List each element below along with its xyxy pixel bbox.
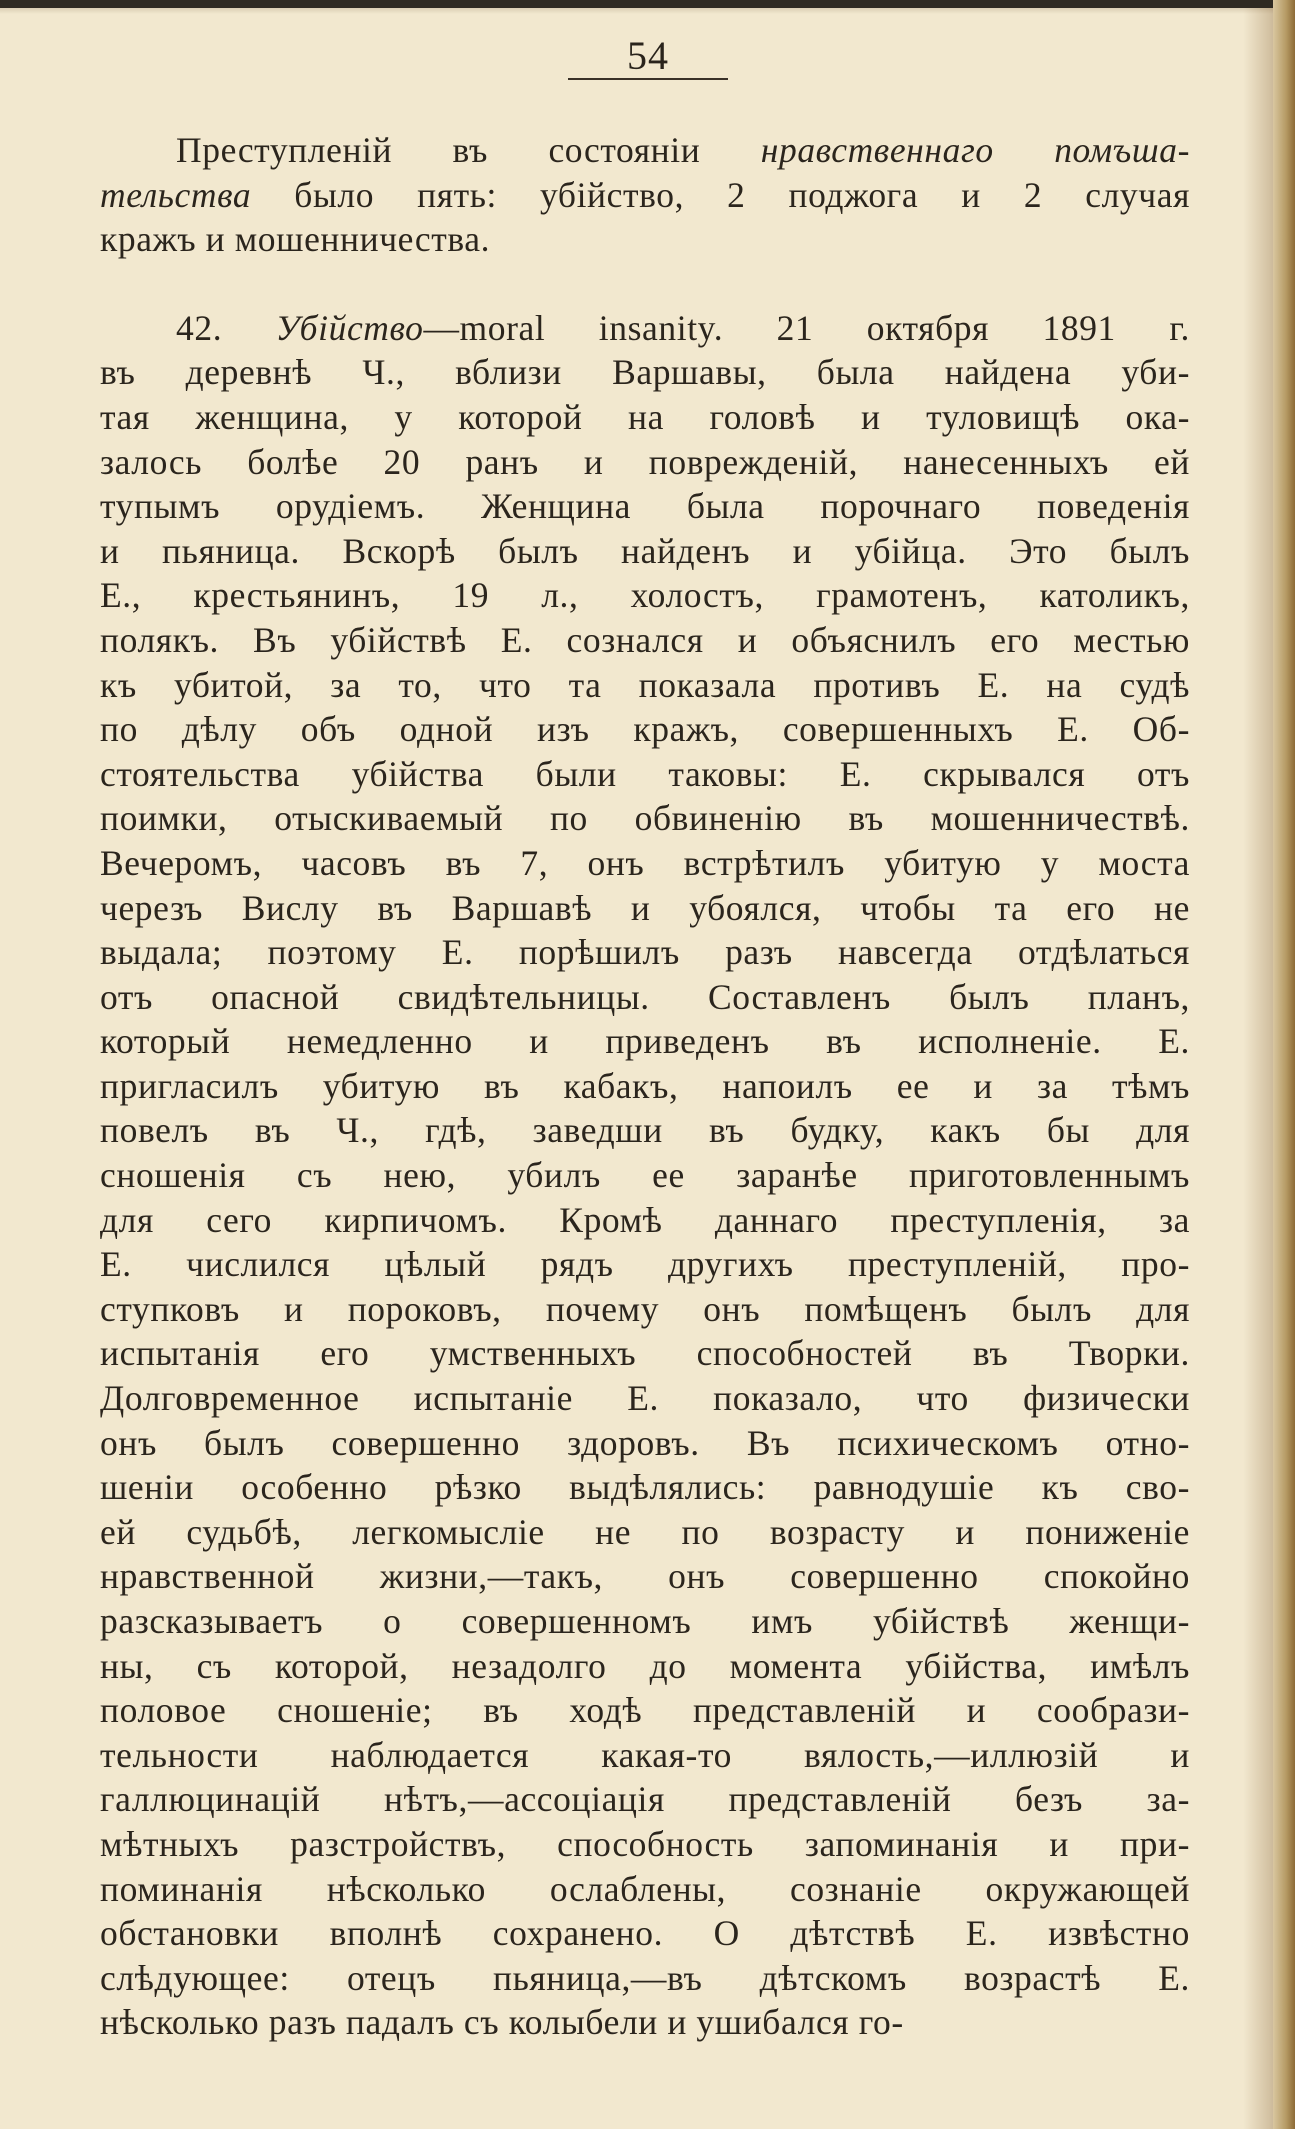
paragraph-2 bbox=[100, 306, 1190, 2045]
page-number: 54 bbox=[627, 33, 669, 78]
paragraph-2-lines bbox=[100, 350, 1190, 2045]
page-number-block bbox=[568, 32, 728, 79]
text-line: испытанія его умственныхъ способностей въ Творки. bbox=[100, 1333, 1190, 1374]
text-line: тая женщина, у которой на головѣ и туловищѣ ока- bbox=[100, 396, 1190, 437]
text-line: повелъ въ Ч., гдѣ, заведши въ будку, какъ бы для bbox=[100, 1110, 1190, 1151]
text-line: стоятельства убійства были таковы: Е. скрывался отъ bbox=[100, 753, 1190, 794]
paragraph-1 bbox=[100, 128, 1190, 262]
text-line: пригласилъ убитую въ кабакъ, напоилъ ее и за тѣмъ bbox=[100, 1065, 1190, 1106]
text-line: по дѣлу объ одной изъ кражъ, совершенныхъ Е. Об- bbox=[100, 709, 1190, 750]
text-line: тупымъ орудіемъ. Женщина была порочнаго поведенія bbox=[100, 486, 1190, 527]
text-line: разсказываетъ о совершенномъ имъ убійствѣ женщи- bbox=[100, 1601, 1190, 1641]
italic-term: тельства bbox=[100, 174, 252, 215]
text-line: поминанія нѣсколько ослаблены, сознаніе окружающей bbox=[100, 1868, 1190, 1909]
text-line: слѣдующее: отецъ пьяница,—въ дѣтскомъ возрастѣ Е. bbox=[100, 1957, 1190, 1998]
text-line: залось болѣе 20 ранъ и поврежденій, нанесенныхъ ей bbox=[100, 441, 1190, 482]
page-number-rule bbox=[568, 78, 728, 80]
text-line: полякъ. Въ убійствѣ Е. сознался и объяснилъ его местью bbox=[100, 619, 1190, 660]
text-line: кражъ и мошенничества. bbox=[100, 219, 491, 260]
text-line: 42. Убійство—moral insanity. 21 октября 1891 г. bbox=[176, 307, 1190, 348]
text-line: Преступленій въ состояніи нравственнаго помъша- bbox=[176, 130, 1191, 170]
page-top-edge bbox=[0, 0, 1295, 8]
text-line: Вечеромъ, часовъ въ 7, онъ встрѣтилъ убитую у моста bbox=[100, 842, 1190, 883]
text-line: Е. числился цѣлый рядъ другихъ преступленій, про- bbox=[100, 1244, 1190, 1285]
text-line: онъ былъ совершенно здоровъ. Въ психическомъ отно- bbox=[100, 1422, 1190, 1463]
text-line: Долговременное испытаніе Е. показало, что физически bbox=[100, 1378, 1190, 1419]
text-line: ей судьбѣ, легкомысліе не по возрасту и пониженіе bbox=[100, 1511, 1190, 1552]
text-line: къ убитой, за то, что та показала противъ Е. на судѣ bbox=[100, 664, 1190, 705]
text-line: въ деревнѣ Ч., вблизи Варшавы, была найдена уби- bbox=[100, 352, 1190, 393]
text-line: ны, съ которой, незадолго до момента убійства, имѣлъ bbox=[100, 1645, 1190, 1686]
paragraph-gap bbox=[100, 262, 1190, 306]
case-number: 42. bbox=[176, 307, 223, 348]
text-line: поимки, отыскиваемый по обвиненію въ мошенничествѣ. bbox=[100, 798, 1190, 839]
text-line: тельности наблюдается какая-то вялость,—иллюзій и bbox=[100, 1734, 1190, 1775]
text-line: для сего кирпичомъ. Кромѣ даннаго преступленія, за bbox=[100, 1199, 1190, 1240]
text-line: черезъ Вислу въ Варшавѣ и убоялся, чтобы та его не bbox=[100, 887, 1190, 928]
text-line: нѣсколько разъ падалъ съ колыбели и ушибался го- bbox=[100, 2002, 904, 2043]
text-line: и пьяница. Вскорѣ былъ найденъ и убійца. Это былъ bbox=[100, 530, 1190, 571]
page-body bbox=[100, 128, 1190, 2045]
text-line: отъ опасной свидѣтельницы. Составленъ былъ планъ, bbox=[100, 976, 1190, 1017]
text-line: сношенія съ нею, убилъ ее заранѣе приготовленнымъ bbox=[100, 1155, 1190, 1196]
text-line: нравственной жизни,—такъ, онъ совершенно спокойно bbox=[100, 1556, 1190, 1597]
text-line: обстановки вполнѣ сохранено. О дѣтствѣ Е. извѣстно bbox=[100, 1913, 1190, 1954]
text-line: шеніи особенно рѣзко выдѣлялись: равнодушіе къ сво- bbox=[100, 1467, 1190, 1508]
text-line: галлюцинацій нѣтъ,—ассоціація представленій безъ за- bbox=[100, 1779, 1190, 1820]
text-line: мѣтныхъ разстройствъ, способность запоминанія и при- bbox=[100, 1823, 1190, 1864]
page-right-edge bbox=[1273, 0, 1295, 2129]
case-heading: Убійство bbox=[275, 307, 424, 348]
text-line: ступковъ и пороковъ, почему онъ помѣщенъ былъ для bbox=[100, 1288, 1190, 1329]
text-line: тельства было пять: убійство, 2 поджога и 2 случая bbox=[100, 174, 1190, 215]
italic-term: нравственнаго помъша- bbox=[760, 130, 1191, 170]
text-line: который немедленно и приведенъ въ исполненіе. Е. bbox=[100, 1021, 1190, 1062]
text-line: выдала; поэтому Е. порѣшилъ разъ навсегда отдѣлаться bbox=[100, 932, 1190, 973]
text-line: половое сношеніе; въ ходѣ представленій и сообрази- bbox=[100, 1690, 1190, 1731]
text-line: Е., крестьянинъ, 19 л., холостъ, грамотенъ, католикъ, bbox=[100, 575, 1190, 616]
